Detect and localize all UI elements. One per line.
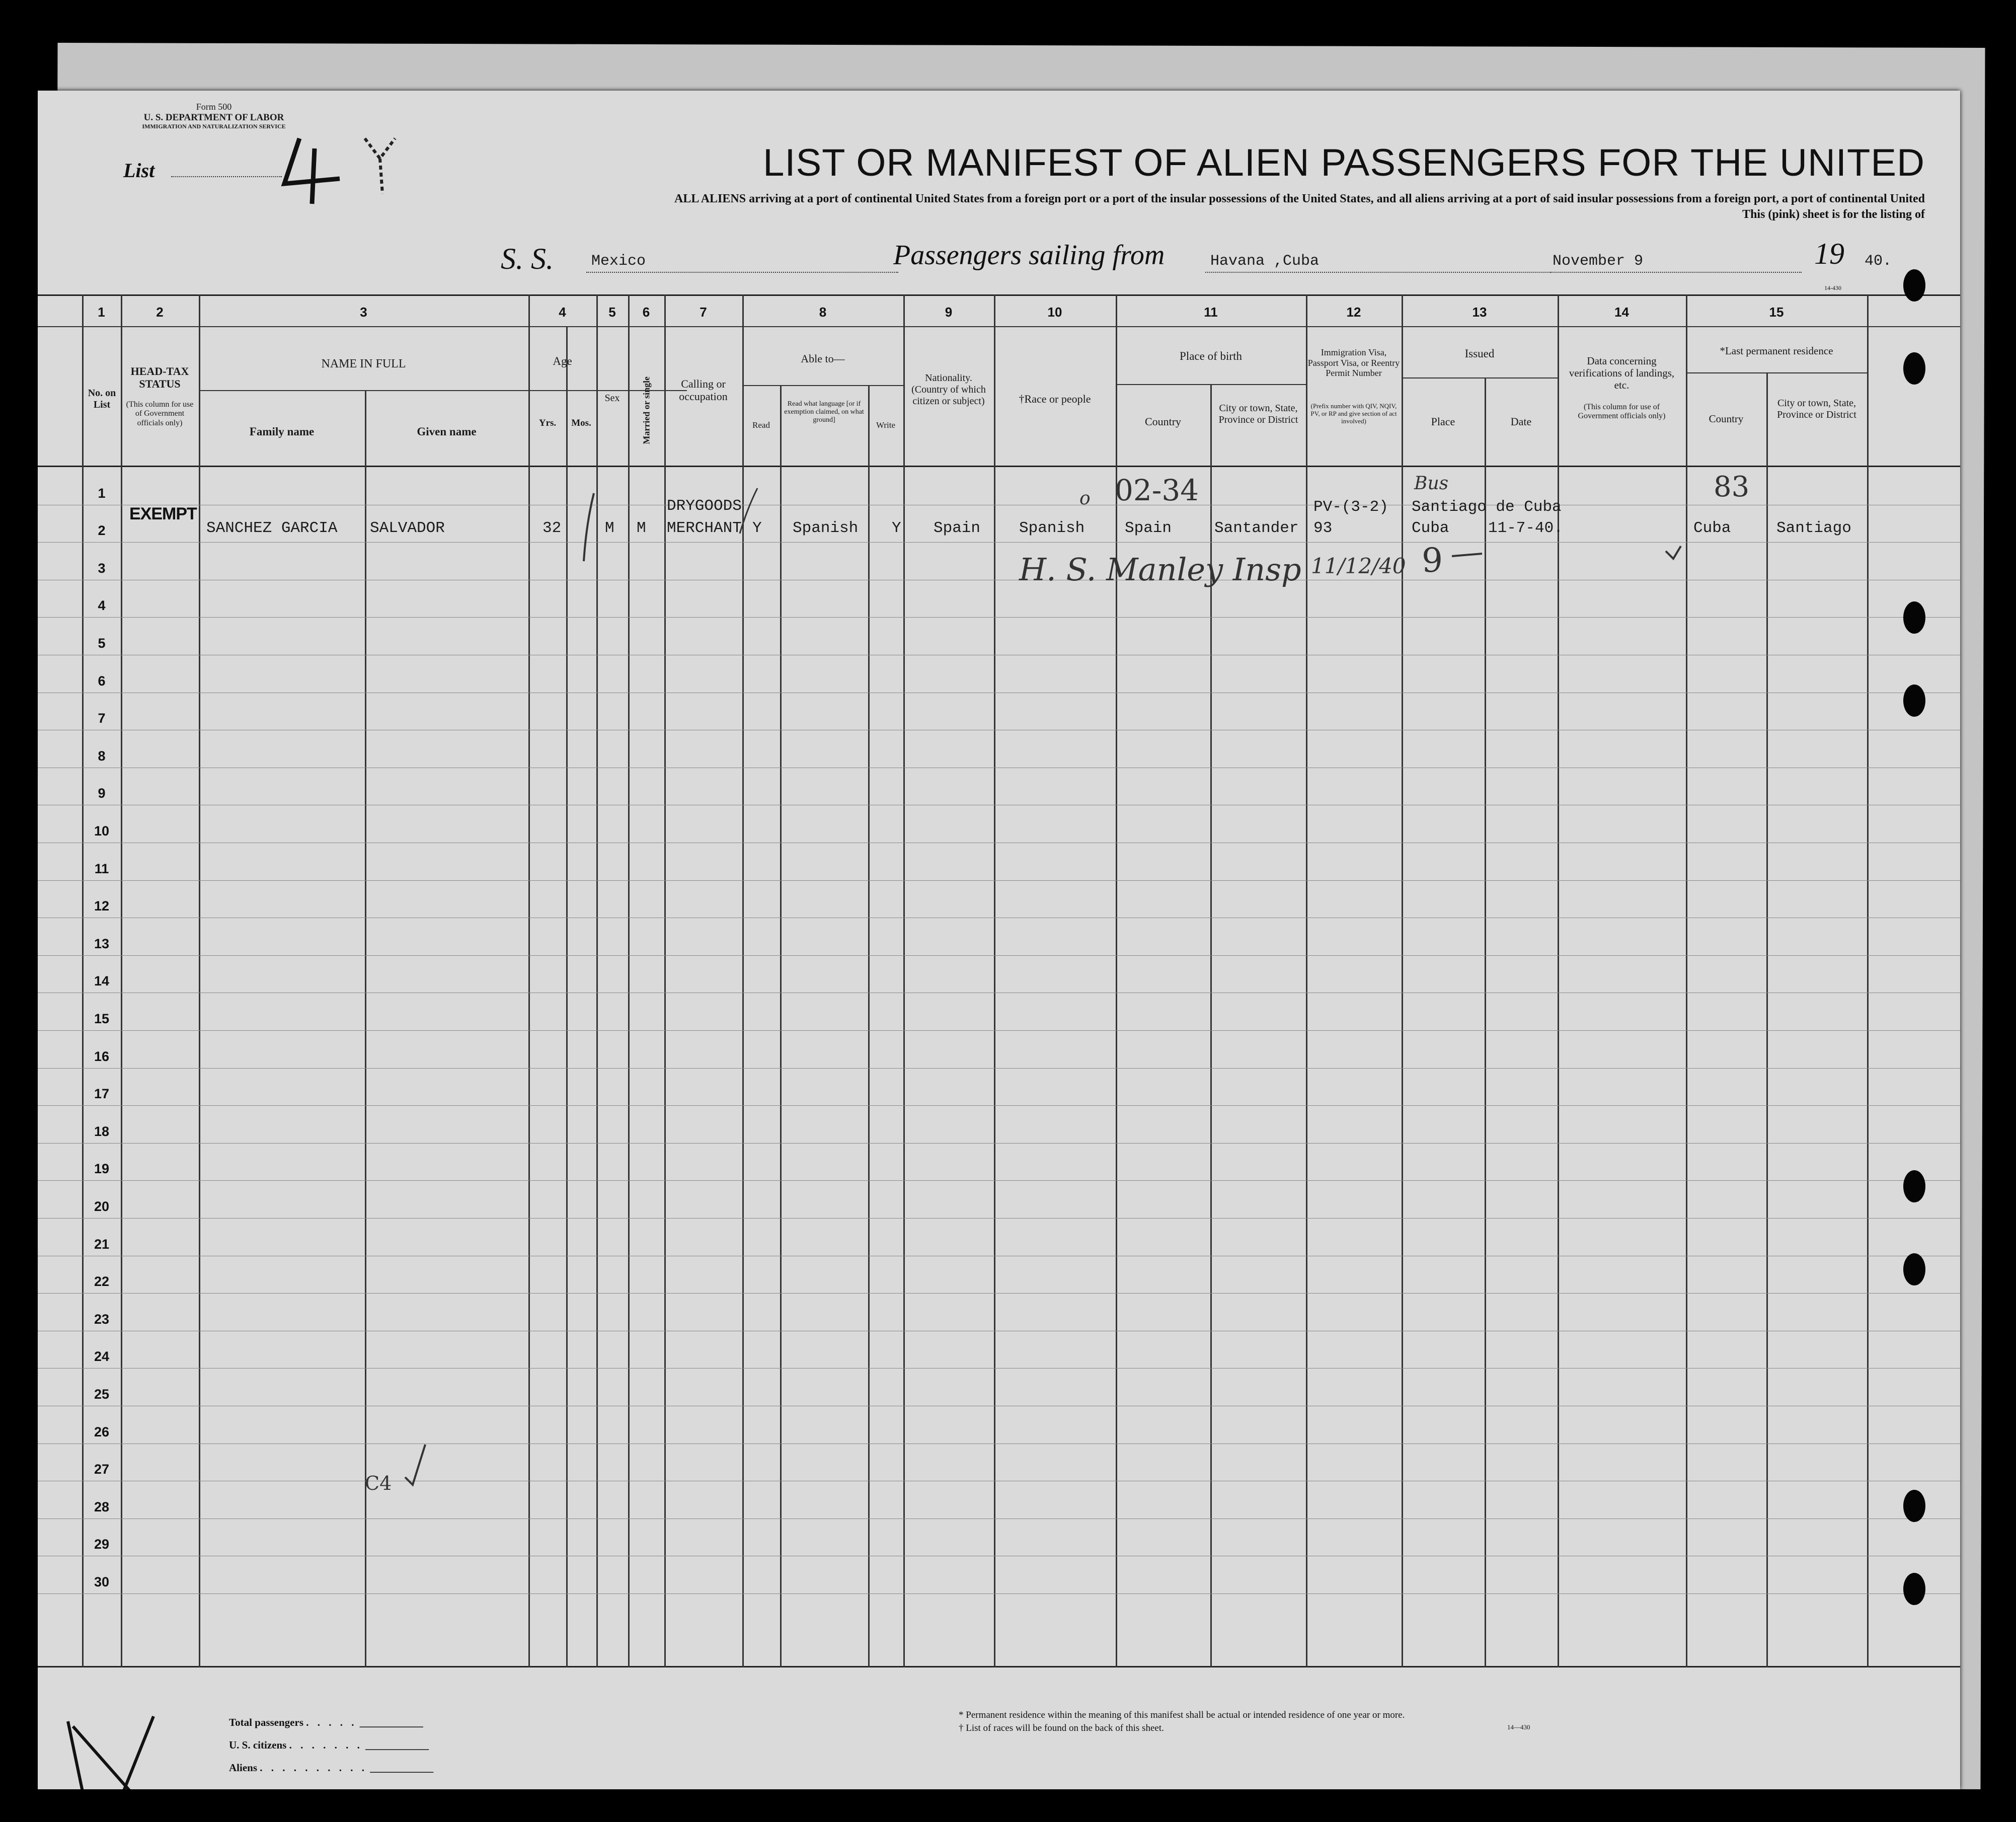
sex-cell: M — [605, 519, 614, 537]
form-code-bottom: 14—430 — [1507, 1723, 1530, 1731]
aliens-text: Aliens — [229, 1762, 258, 1774]
instructions-line-1: ALL ALIENS arriving at a port of continental United States from a foreign port or a port of the insular possessions of the United States, and all aliens arriving at a port of said insular possessions from a foreign port, a port of continental United — [674, 192, 1925, 205]
row-number: 21 — [94, 1237, 110, 1252]
row-number: 10 — [94, 823, 110, 839]
row-number: 30 — [94, 1574, 110, 1589]
row-number: 25 — [94, 1387, 110, 1402]
sailing-label: Passengers sailing from — [893, 240, 1165, 271]
race-header: †Race or people — [1019, 393, 1091, 405]
col-number: 7 — [700, 305, 707, 320]
birth-city-cell: Santander — [1214, 519, 1299, 537]
issued-date-header: Date — [1510, 415, 1532, 428]
family-name-cell: SANCHEZ GARCIA — [206, 519, 338, 537]
punch-hole — [1903, 352, 1925, 385]
footnote-races: † List of races will be found on the back of this sheet. — [959, 1722, 1164, 1733]
row-number: 20 — [94, 1199, 110, 1214]
row-number: 5 — [98, 636, 106, 651]
given-name-header: Given name — [417, 425, 477, 438]
birth-country-header: Country — [1144, 415, 1182, 428]
row-number: 6 — [98, 673, 106, 689]
service-name: IMMIGRATION AND NATURALIZATION SERVICE — [142, 122, 286, 130]
row-number: 15 — [94, 1011, 110, 1026]
able-to-header: Able to— — [801, 352, 845, 365]
birth-city-header: City or town, State, Province or District — [1218, 403, 1298, 425]
row-number: 9 — [98, 786, 106, 801]
totals-block — [229, 1711, 516, 1779]
col-number: 8 — [819, 305, 827, 320]
family-name-header: Family name — [249, 425, 315, 438]
punch-hole — [1903, 269, 1925, 301]
row-number: 16 — [94, 1049, 110, 1064]
col-number: 2 — [156, 305, 164, 320]
nationality-cell: Spain — [934, 519, 981, 537]
col-number: 6 — [642, 305, 650, 320]
handwritten-nine: 9 — [1422, 541, 1443, 580]
year-prefix: 19 — [1814, 237, 1844, 270]
port-name: Havana ,Cuba — [1210, 253, 1320, 270]
data-concerning-header: Data concerning verifications of landings, etc. — [1569, 355, 1675, 392]
row-number: 28 — [94, 1499, 110, 1514]
head-tax-stamp: EXEMPT — [129, 504, 197, 523]
ss-label: S. S. — [501, 242, 554, 275]
row-number: 14 — [94, 973, 110, 989]
residence-country-header: Country — [1709, 413, 1744, 425]
yrs-header: Yrs. — [538, 418, 557, 428]
residence-city-header: City or town, State, Province or District — [1777, 398, 1856, 420]
row-number: 11 — [94, 861, 109, 876]
mos-header: Mos. — [571, 418, 591, 428]
row-number: 23 — [94, 1312, 110, 1327]
col-number: 4 — [559, 305, 566, 320]
col-number: 10 — [1047, 305, 1062, 320]
punch-hole — [1903, 685, 1925, 717]
department-name: U. S. DEPARTMENT OF LABOR — [143, 112, 284, 123]
inspector-signature: H. S. Manley Insp — [1019, 551, 1301, 588]
punch-hole — [1903, 1490, 1925, 1522]
write-cell: Y — [892, 519, 901, 537]
col-number: 11 — [1204, 305, 1218, 320]
row-number: 7 — [98, 711, 106, 726]
sex-header: Sex — [604, 393, 620, 404]
total-passengers-text: Total passengers — [229, 1716, 303, 1728]
col-number: 15 — [1769, 305, 1784, 320]
residence-country-cell: Cuba — [1693, 519, 1731, 537]
row-number: 27 — [94, 1462, 110, 1477]
row-number: 17 — [94, 1086, 110, 1101]
col-number: 5 — [608, 305, 616, 320]
manifest-sheet — [38, 91, 1960, 1789]
handwritten-o: o — [1079, 488, 1091, 509]
row-number: 1 — [98, 486, 106, 501]
given-name-cell: SALVADOR — [370, 519, 445, 537]
handwritten-c4: C4 — [365, 1472, 392, 1494]
year-suffix: 40. — [1865, 253, 1892, 270]
row-number: 22 — [94, 1274, 110, 1289]
handwritten-strokes — [38, 91, 1960, 1789]
ship-name: Mexico — [591, 253, 646, 270]
visa-line-1: PV-(3-2) — [1313, 498, 1388, 516]
residence-city-cell: Santiago — [1776, 519, 1851, 537]
head-tax-note: (This column for use of Government officials only) — [126, 400, 194, 427]
total-passengers-label: Total passengers . . . . . ____________ — [229, 1716, 423, 1728]
form-code-top: 14-430 — [1824, 284, 1841, 291]
occupation-line-2: MERCHANT — [667, 519, 742, 537]
row-number: 8 — [98, 748, 106, 764]
last-residence-header: *Last permanent residence — [1720, 345, 1833, 357]
manifest-title: LIST OR MANIFEST OF ALIEN PASSENGERS FOR THE UNITED — [763, 141, 1925, 184]
col-number: 13 — [1472, 305, 1487, 320]
handwritten-code: 02-34 — [1115, 473, 1199, 507]
row-number: 26 — [94, 1424, 110, 1439]
form-number: Form 500 — [196, 102, 232, 112]
row-number: 18 — [94, 1124, 110, 1139]
write-header: Write — [876, 420, 896, 430]
issued-place-line-2: Cuba — [1412, 519, 1449, 537]
handwritten-bus: Bus — [1414, 473, 1449, 494]
visa-header: Immigration Visa, Passport Visa, or Reentry Permit Number — [1307, 347, 1400, 378]
read-header: Read — [752, 420, 770, 430]
row-number: 13 — [94, 936, 110, 951]
issued-header: Issued — [1464, 347, 1495, 360]
row-number: 29 — [94, 1537, 110, 1552]
row-number: 2 — [98, 523, 106, 538]
visa-line-2: 93 — [1313, 519, 1333, 537]
race-cell: Spanish — [1019, 519, 1085, 537]
handwritten-83: 83 — [1714, 471, 1750, 503]
punch-hole — [1903, 1253, 1925, 1285]
row-number: 3 — [98, 561, 106, 576]
sailing-date: November 9 — [1553, 253, 1644, 270]
language-cell: Spanish — [793, 519, 859, 537]
issued-place-header: Place — [1431, 415, 1455, 428]
instructions-line-2: This (pink) sheet is for the listing of — [1742, 208, 1925, 221]
visa-note: (Prefix number with QIV, NQIV, PV, or RP and give section of act involved) — [1310, 402, 1397, 425]
age-cell: 32 — [542, 519, 562, 537]
name-in-full-header: NAME IN FULL — [321, 357, 406, 370]
footnote-residence: * Permanent residence within the meaning of this manifest shall be actual or intended residence of one year or more. — [959, 1710, 1405, 1720]
row-number: 4 — [98, 598, 106, 613]
nationality-header: Nationality. (Country of which citizen or subject) — [911, 372, 986, 407]
issued-date-cell: 11-7-40. — [1488, 519, 1563, 537]
col-number: 3 — [360, 305, 367, 320]
punch-hole — [1903, 1170, 1925, 1202]
age-header: Age — [553, 355, 572, 367]
list-label: List — [123, 159, 155, 182]
married-cell: M — [637, 519, 646, 537]
issued-place-line-1: Santiago de Cuba — [1412, 498, 1562, 516]
row-number: 19 — [94, 1161, 110, 1176]
punch-hole — [1903, 1573, 1925, 1605]
calling-header: Calling or occupation — [679, 377, 728, 403]
read-cell: Y — [752, 519, 762, 537]
handwritten-date: 11/12/40 — [1311, 554, 1406, 578]
us-citizens-label: U. S. citizens . . . . . . . ____________ — [229, 1739, 429, 1752]
married-header: Married or single — [641, 376, 652, 444]
punch-hole — [1903, 601, 1925, 634]
row-number: 24 — [94, 1349, 110, 1364]
us-citizens-text: U. S. citizens — [229, 1739, 287, 1752]
footer-notes — [959, 1709, 1405, 1734]
occupation-line-1: DRYGOODS — [667, 497, 742, 515]
head-tax-header: HEAD-TAX STATUS — [130, 365, 189, 391]
col-number: 9 — [945, 305, 953, 320]
col-number: 1 — [98, 305, 105, 320]
row-number: 12 — [94, 898, 110, 914]
col-number: 12 — [1346, 305, 1361, 320]
birth-country-cell: Spain — [1125, 519, 1172, 537]
read-what-header: Read what language [or if exemption claimed, on what ground] — [784, 400, 864, 424]
place-of-birth-header: Place of birth — [1180, 350, 1242, 362]
data-concerning-note: (This column for use of Government officials only) — [1578, 403, 1666, 421]
aliens-label: Aliens . . . . . . . . . . ____________ — [229, 1762, 434, 1774]
no-on-list-header: No. on List — [88, 388, 116, 410]
col-number: 14 — [1614, 305, 1629, 320]
